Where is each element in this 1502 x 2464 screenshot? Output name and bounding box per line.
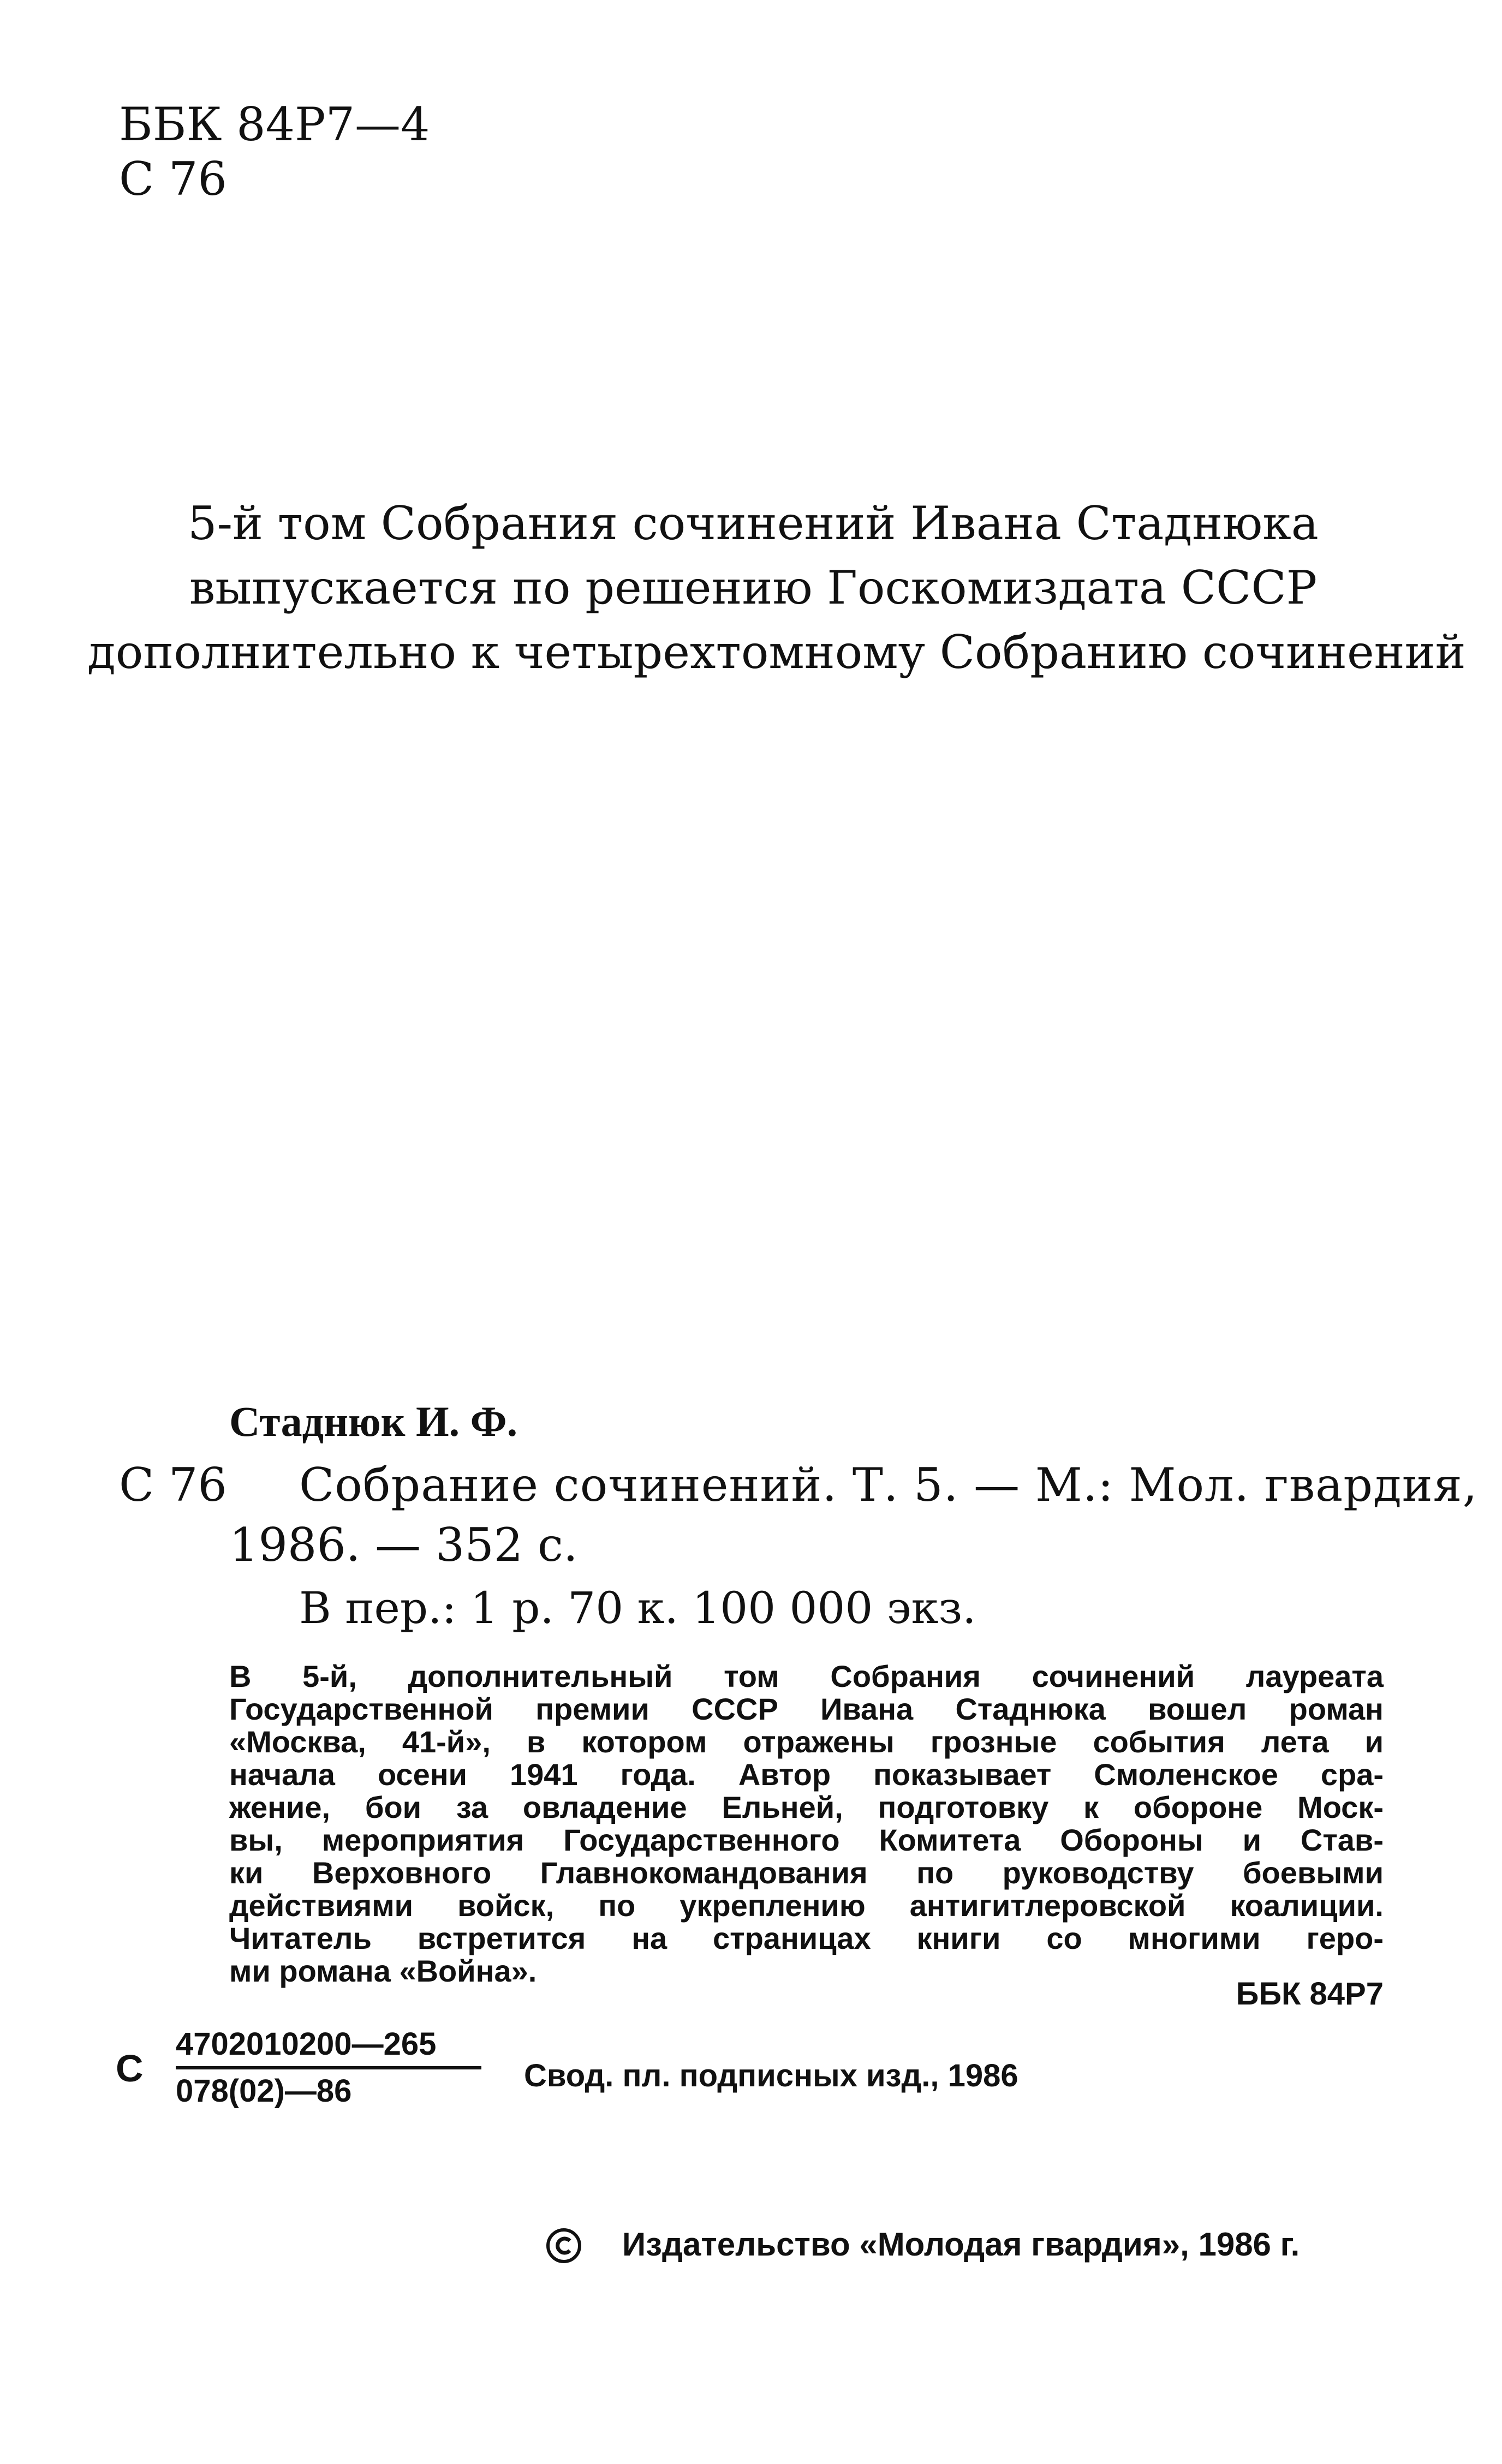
annotation-line: Читатель встретится на страницах книги со многими геро-: [229, 1921, 1384, 1955]
annotation-line: вы, мероприятия Государственного Комитета Обороны и Став-: [229, 1823, 1384, 1857]
annotation-line: «Москва, 41-й», в котором отражены грозные события лета и: [229, 1725, 1384, 1759]
fraction-line: [176, 2066, 481, 2069]
bbk-index-bottom: ББК 84Р7: [1236, 1976, 1384, 2012]
annotation: [229, 1660, 1384, 1988]
bbk-index-top: ББК 84Р7—4: [119, 98, 430, 151]
annotation-line: действиями войск, по укреплению антигитлеровской коалиции.: [229, 1888, 1384, 1923]
annotation-line: Государственной премии СССР Ивана Стаднюка вошел роман: [229, 1692, 1384, 1726]
bibliographic-line: 1986. — 352 с.: [229, 1518, 578, 1572]
annotation-line: жение, бои за овладение Ельней, подготовку к обороне Моск-: [229, 1790, 1384, 1824]
classification-top: [119, 97, 430, 206]
index-numerator: 4702010200—265: [176, 2026, 437, 2062]
svod-plan: Свод. пл. подписных изд., 1986: [524, 2058, 1018, 2093]
edition-notice: [87, 491, 1466, 684]
catalog-author: Стаднюк И. Ф.: [229, 1398, 518, 1445]
notice-line: выпускается по решению Госкомиздата СССР: [189, 561, 1318, 614]
index-letter: С: [116, 2047, 144, 2090]
annotation-line: начала осени 1941 года. Автор показывает Смоленское сра-: [229, 1757, 1384, 1792]
copyright-icon: [546, 2228, 582, 2264]
index-denominator: 078(02)—86: [176, 2073, 352, 2109]
annotation-line: В 5-й, дополнительный том Собрания сочинений лауреата: [229, 1659, 1384, 1693]
copyright-text: Издательство «Молодая гвардия», 1986 г.: [622, 2226, 1300, 2263]
author-sign-top: С 76: [119, 152, 227, 206]
bibliographic-line: Собрание сочинений. Т. 5. — М.: Мол. гвардия,: [299, 1458, 1478, 1512]
notice-line: 5-й том Собрания сочинений Ивана Стаднюка: [188, 497, 1319, 550]
annotation-line: ки Верховного Главнокомандования по руководству боевыми: [229, 1856, 1384, 1890]
notice-line: дополнительно к четырехтомному Собранию сочинений: [87, 625, 1466, 679]
price-line: В пер.: 1 р. 70 к. 100 000 экз.: [299, 1583, 976, 1633]
annotation-line: ми романа «Война».: [229, 1954, 537, 1988]
catalog-code: С 76: [119, 1458, 227, 1512]
